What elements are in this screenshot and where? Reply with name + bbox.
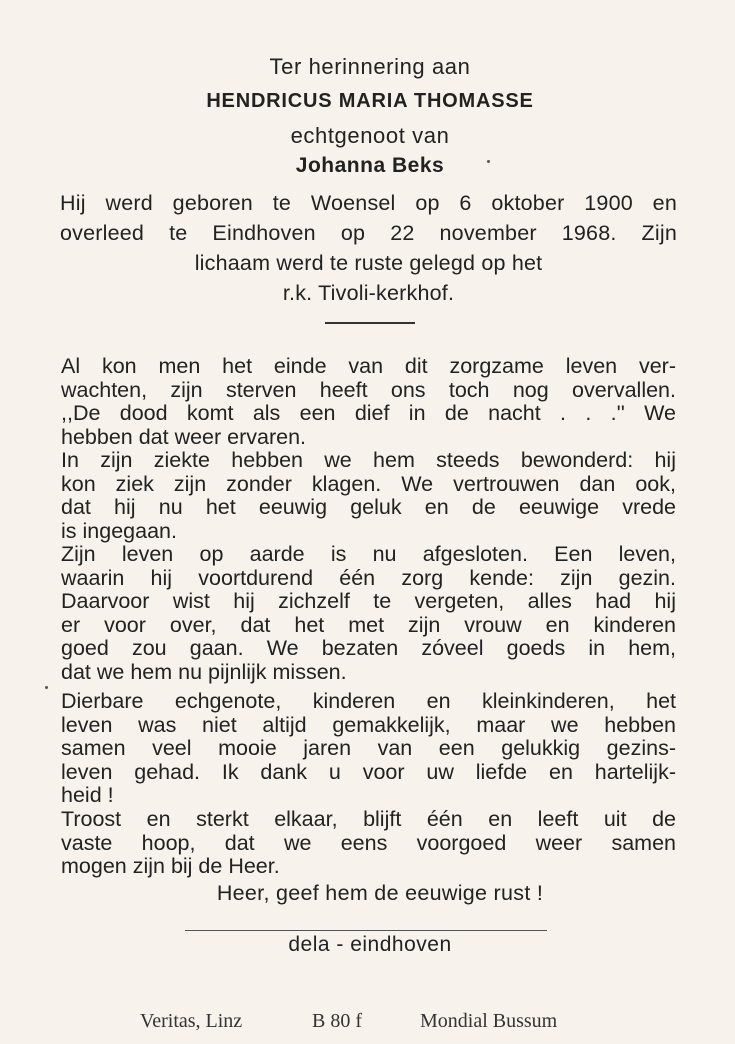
message-line: dat we hem nu pijnlijk missen. xyxy=(61,659,347,684)
message-paragraph-2 xyxy=(61,449,676,543)
deceased-name: HENDRICUS MARIA THOMASSE xyxy=(206,90,534,112)
message-line: heid ! xyxy=(61,783,114,807)
message-line: er voor over, dat het met zijn vrouw en kinderen xyxy=(61,612,676,637)
message-line: leven gehad. Ik dank u voor uw liefde en hartelijk- xyxy=(61,759,676,784)
message-line: leven was niet altijd gemakkelijk, maar we hebben xyxy=(61,712,676,737)
message-paragraph-3 xyxy=(61,543,676,684)
message-line: ,,De dood komt als een dief in de nacht . . .'' We xyxy=(61,401,676,425)
section-divider xyxy=(325,322,415,324)
message-line: waarin hij voortdurend één zorg kende: zijn gezin. xyxy=(61,565,676,590)
message-line: dat hij nu het eeuwig geluk en de eeuwige vrede xyxy=(61,495,676,519)
message-line: In zijn ziekte hebben we hem steeds bewonderd: hij xyxy=(61,448,676,472)
message-paragraph-4 xyxy=(61,690,676,808)
message-line: Troost en sterkt elkaar, blijft één en leeft uit de xyxy=(61,807,676,831)
message-paragraph-5 xyxy=(61,808,676,879)
message-line: samen veel mooie jaren van een gelukkig gezins- xyxy=(61,736,676,760)
print-speck xyxy=(487,160,490,163)
message-line: kon ziek zijn zonder klagen. We vertrouwen dan ook, xyxy=(61,471,676,496)
bio-line: lichaam werd te ruste gelegd op het xyxy=(194,251,543,275)
printer-name: Veritas, Linz xyxy=(140,1010,243,1032)
message-line: Dierbare echgenote, kinderen en kleinkinderen, het xyxy=(61,689,676,713)
message-line: goed zou gaan. We bezaten zóveel goeds in hem, xyxy=(61,636,676,660)
intro-text: Ter herinnering aan xyxy=(269,54,471,79)
message-line: vaste hoop, dat we eens voorgoed weer samen xyxy=(61,830,676,855)
message-line: wachten, zijn sterven heeft ons toch nog overvallen. xyxy=(61,377,676,402)
message-line: Al kon men het einde van dit zorgzame leven ver- xyxy=(61,354,676,378)
message-line: is ingegaan. xyxy=(61,518,177,543)
message-line: hebben dat weer ervaren. xyxy=(61,424,307,449)
bio-line: Hij werd geboren te Woensel op 6 oktober 1900 en xyxy=(60,191,677,215)
message-paragraph-1 xyxy=(61,355,676,449)
closing-prayer: Heer, geef hem de eeuwige rust ! xyxy=(216,881,544,905)
message-line: Zijn leven op aarde is nu afgesloten. Een leven, xyxy=(61,542,676,566)
footer-divider xyxy=(185,930,547,931)
print-code: B 80 f xyxy=(312,1010,362,1032)
biography xyxy=(60,188,677,308)
publisher-name: Mondial Bussum xyxy=(420,1010,558,1032)
undertaker-credit: dela - eindhoven xyxy=(288,933,452,956)
bio-line: r.k. Tivoli-kerkhof. xyxy=(282,281,455,305)
spouse-relation: echtgenoot van xyxy=(290,123,450,148)
message-line: mogen zijn bij de Heer. xyxy=(61,854,280,878)
bio-line: overleed te Eindhoven op 22 november 1968. Zijn xyxy=(60,221,677,245)
message-line: Daarvoor wist hij zichzelf te vergeten, alles had hij xyxy=(61,589,676,613)
spouse-name: Johanna Beks xyxy=(295,154,445,177)
print-speck xyxy=(45,686,48,689)
